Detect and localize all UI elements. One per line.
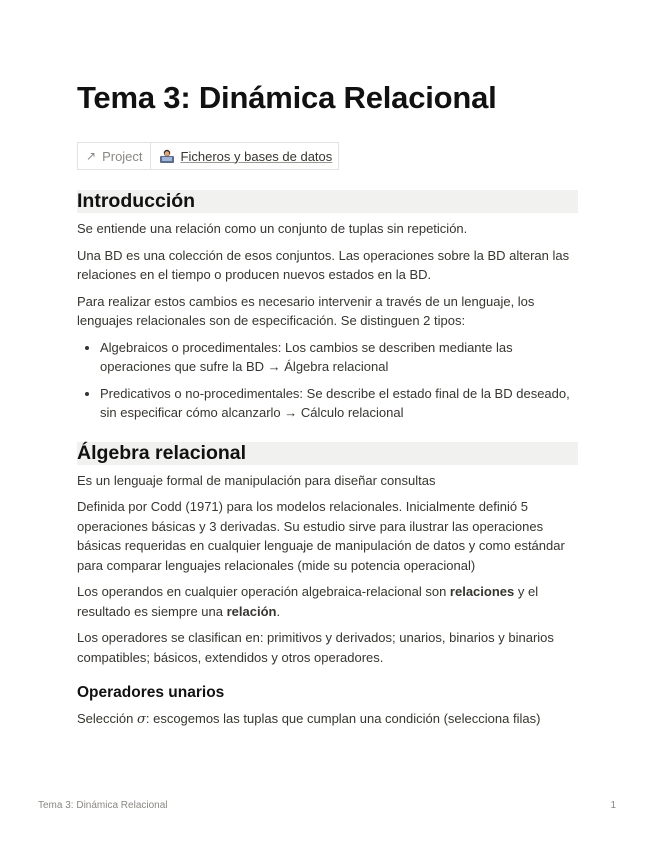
document-page bbox=[77, 78, 578, 730]
relation-arrow-icon: ↗ bbox=[86, 149, 97, 163]
paragraph: Para realizar estos cambios es necesario intervenir a través de un lenguaje, los lenguajes relacionales son de especificación. Se distinguen 2 tipos: bbox=[77, 293, 535, 328]
property-value[interactable] bbox=[151, 143, 339, 169]
paragraph: Una BD es una colección de esos conjuntos. Las operaciones sobre la BD alteran las relaciones en el tiempo o producen nuevos estados en la BD. bbox=[77, 247, 570, 282]
list-item: • Predicativos o no-procedimentales: Se describe el estado final de la BD deseado, sin especificar cómo alcanzarlo → Cálculo relacional bbox=[100, 384, 578, 423]
property-row bbox=[77, 142, 339, 170]
section-heading-algebra-relacional: Álgebra relacional bbox=[77, 442, 578, 465]
project-link[interactable]: Ficheros y bases de datos bbox=[180, 148, 333, 164]
paragraph: Se entiende una relación como un conjunto de tuplas sin repetición. bbox=[77, 221, 468, 236]
list-item: • Algebraicos o procedimentales: Los cambios se describen mediante las operaciones que sufre la BD → Álgebra relacional bbox=[100, 338, 578, 377]
section-heading-introduccion: Introducción bbox=[77, 190, 578, 213]
text-run: Selección bbox=[77, 711, 137, 726]
bullet-list bbox=[77, 338, 578, 423]
paragraph bbox=[77, 582, 578, 621]
bold-term: relaciones bbox=[449, 584, 515, 599]
subsection-heading-operadores-unarios: Operadores unarios bbox=[77, 684, 225, 701]
paragraph: Es un lenguaje formal de manipulación para diseñar consultas bbox=[77, 472, 436, 488]
page-number: 1 bbox=[610, 800, 616, 811]
page-title: Tema 3: Dinámica Relacional bbox=[77, 80, 497, 115]
property-key-label: Project bbox=[102, 148, 143, 164]
paragraph bbox=[77, 709, 578, 730]
paragraph: Los operadores se clasifican en: primitivos y derivados; unarios, binarios y binarios compatibles; básicos, extendidos y otros operadores. bbox=[77, 630, 554, 665]
text-run: Los operandos en cualquier operación algebraica-relacional son bbox=[77, 584, 450, 599]
text-run: : escogemos las tuplas que cumplan una condición (selecciona filas) bbox=[145, 711, 541, 726]
bold-term: relación bbox=[226, 603, 277, 619]
paragraph: Definida por Codd (1971) para los modelos relacionales. Inicialmente definió 5 operaciones básicas y 3 derivadas. Su estudio sirve para ilustrar las operaciones básicas requeridas en cualquier lenguaje de manipulación de datos y como estándar para comparar lenguajes relacionales (mide su potencia operacional) bbox=[77, 499, 565, 573]
footer-title: Tema 3: Dinámica Relacional bbox=[38, 800, 168, 811]
sigma-symbol: σ bbox=[136, 712, 146, 727]
text-run: y el resultado es siempre una bbox=[77, 584, 539, 619]
person-at-computer-icon bbox=[159, 149, 175, 163]
text-run: . bbox=[276, 603, 281, 619]
property-key bbox=[78, 143, 151, 169]
